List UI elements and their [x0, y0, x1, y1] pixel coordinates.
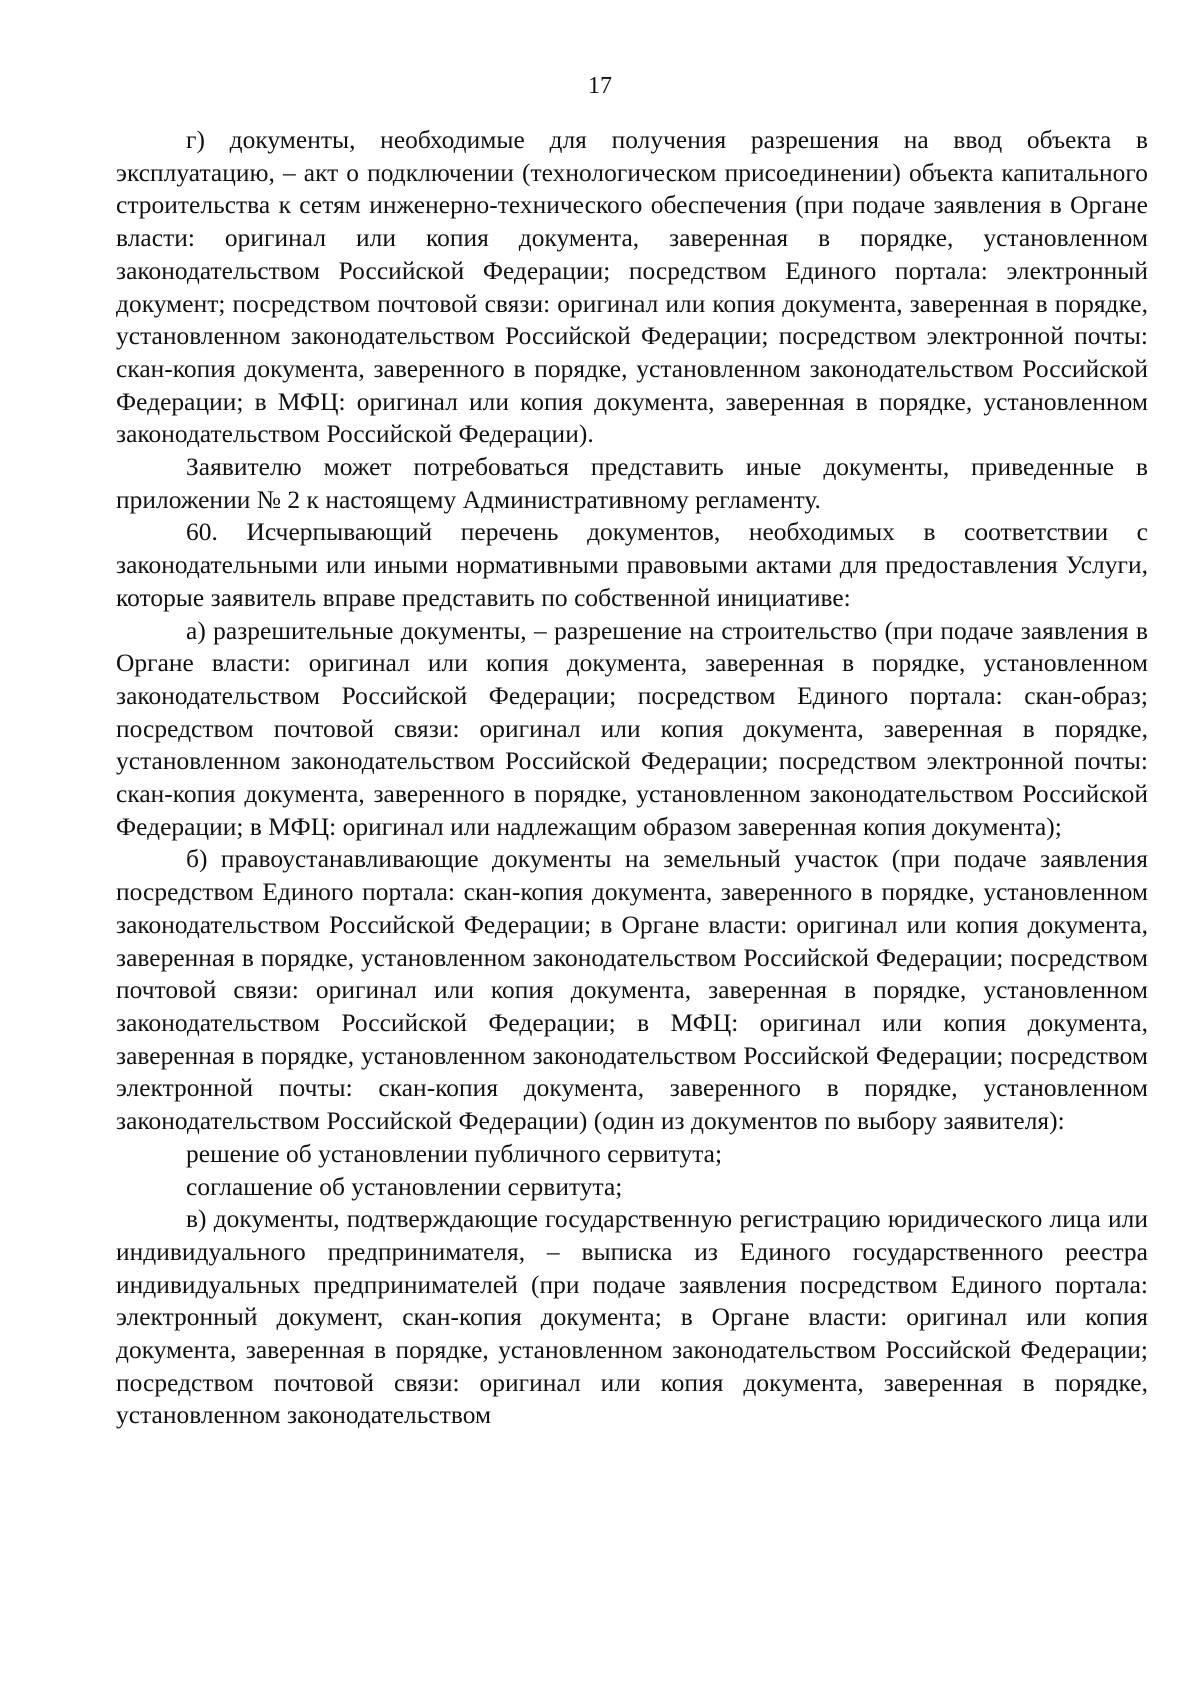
- paragraph-public-easement-decision: решение об установлении публичного сервитута;: [186, 1139, 723, 1168]
- paragraph-item-a-permits: а) разрешительные документы, – разрешение на строительство (при подаче заявления в Органе власти: оригинал или копия документа, заверенная в порядке, установленном законодательством Российской Федерации; посредством Единого портала: скан-образ; посредством почтовой связи: оригинал или копия документа, заверенная в порядке, установленном законодательством Российской Федерации; посредством электронной почты: скан-копия документа, заверенного в порядке, установленном законодательством Российской Федерации; в МФЦ: оригинал или надлежащим образом заверенная копия документа);: [116, 616, 1148, 841]
- paragraph-easement-agreement: соглашение об установлении сервитута;: [186, 1172, 623, 1201]
- paragraph-item-g-connection-act: г) документы, необходимые для получения разрешения на ввод объекта в эксплуатацию, – акт о подключении (технологическом присоединении) объекта капитального строительства к сетям инженерно-технического обеспечения (при подаче заявления в Органе власти: оригинал или копия документа, заверенная в порядке, установленном законодательством Российской Федерации; посредством Единого портала: электронный документ; посредством почтовой связи: оригинал или копия документа, заверенная в порядке, установленном законодательством Российской Федерации; посредством электронной почты: скан-копия документа, заверенного в порядке, установленном законодательством Российской Федерации; в МФЦ: оригинал или копия документа, заверенная в порядке, установленном законодательством Российской Федерации).: [116, 126, 1148, 449]
- paragraph-item-v-registration-documents: в) документы, подтверждающие государственную регистрацию юридического лица или индивидуального предпринимателя, – выписка из Единого государственного реестра индивидуальных предпринимателей (при подаче заявления посредством Единого портала: электронный документ, скан-копия документа; в Органе власти: оригинал или копия документа, заверенная в порядке, установленном законодательством Российской Федерации; посредством почтовой связи: оригинал или копия документа, заверенная в порядке, установленном законодательством: [116, 1205, 1148, 1430]
- page-number: 17: [588, 73, 612, 99]
- document-body: [116, 124, 1148, 1432]
- paragraph-60-exhaustive-list: 60. Исчерпывающий перечень документов, необходимых в соответствии с законодательными или иными нормативными правовыми актами для предоставления Услуги, которые заявитель вправе представить по собственной инициативе:: [116, 518, 1148, 612]
- paragraph-other-documents-note: Заявителю может потребоваться представить иные документы, приведенные в приложении № 2 к настоящему Административному регламенту.: [116, 453, 1148, 514]
- paragraph-item-b-land-title-documents: б) правоустанавливающие документы на земельный участок (при подаче заявления посредством Единого портала: скан-копия документа, заверенного в порядке, установленном законодательством Российской Федерации; в Органе власти: оригинал или копия документа, заверенная в порядке, установленном законодательством Российской Федерации; посредством почтовой связи: оригинал или копия документа, заверенная в порядке, установленном законодательством Российской Федерации; в МФЦ: оригинал или копия документа, заверенная в порядке, установленном законодательством Российской Федерации; посредством электронной почты: скан-копия документа, заверенного в порядке, установленном законодательством Российской Федерации) (один из документов по выбору заявителя):: [116, 845, 1148, 1136]
